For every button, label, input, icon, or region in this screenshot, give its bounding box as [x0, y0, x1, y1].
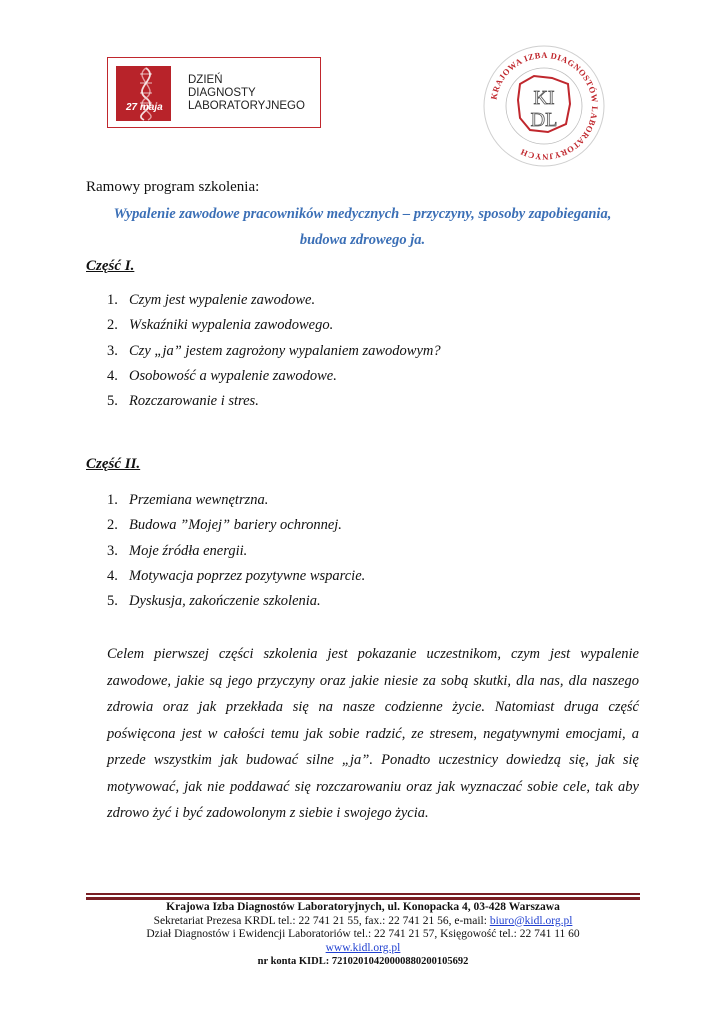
description-paragraph: Celem pierwszej części szkolenia jest pokazanie uczestnikom, czym jest wypalenie zawodowe, jakie są jego przyczyny oraz jakie niesie za sobą skutki, dla nas, dla naszego zdrowia oraz jak przekłada się na nasze codzienne życie. Natomiast druga część poświęcona jest w całości temu jak sobie radzić, ze stresem, negatywnymi emocjami, a przede wszystkim jak budować silne „ja”. Ponadto uczestnicy dowiedzą się, jak się motywować, jak nie poddawać się rozczarowaniu oraz jak wyznaczać sobie cele, tak aby zdrowo żyć i być zadowolonym z siebie i swojego życia. [107, 646, 639, 821]
kidl-seal-logo [482, 44, 606, 168]
part2-heading: Część II. [86, 456, 141, 472]
seal-letters-bottom: DL [530, 109, 558, 131]
logo-date: 27 maja [126, 102, 163, 113]
seal-ring-text: KRAJOWA IZBA DIAGNOSTÓW LABORATORYJNYCH [488, 49, 601, 163]
email-link[interactable]: biuro@kidl.org.pl [489, 914, 573, 927]
part1-heading: Część I. [86, 258, 135, 274]
training-title-line1: Wypalenie zawodowe pracowników medycznych – przyczyny, sposoby zapobiegania, [113, 206, 612, 222]
logo-red-square [116, 66, 171, 121]
logo-title-line1: DZIEŃ [188, 74, 223, 86]
seal-letters-top: KI [533, 87, 555, 109]
logo-title [188, 74, 305, 113]
logo-title-line3: LABORATORYJNEGO [188, 100, 305, 112]
footer-departments: Dział Diagnostów i Ewidencji Laboratoriów tel.: 22 741 21 57, Księgowość tel.: 22 741 11 60 [146, 928, 580, 940]
dzien-diagnosty-logo [107, 57, 321, 128]
footer-address: Krajowa Izba Diagnostów Laboratoryjnych, ul. Konopacka 4, 03-428 Warszawa [166, 901, 560, 913]
training-title-line2: budowa zdrowego ja. [299, 232, 426, 248]
footer-secretariat: Sekretariat Prezesa KRDL tel.: 22 741 21 55, fax.: 22 741 21 56, e-mail: biuro@kidl.org.pl [153, 914, 573, 927]
footer-rule [86, 897, 640, 900]
website-link[interactable]: www.kidl.org.pl [325, 941, 401, 954]
intro-text: Ramowy program szkolenia: [86, 179, 260, 195]
footer-account: nr konta KIDL: 72102010420000880200105692 [257, 956, 469, 967]
logo-title-line2: DIAGNOSTY [188, 87, 256, 99]
footer-rule [86, 893, 640, 895]
footer [86, 901, 640, 969]
